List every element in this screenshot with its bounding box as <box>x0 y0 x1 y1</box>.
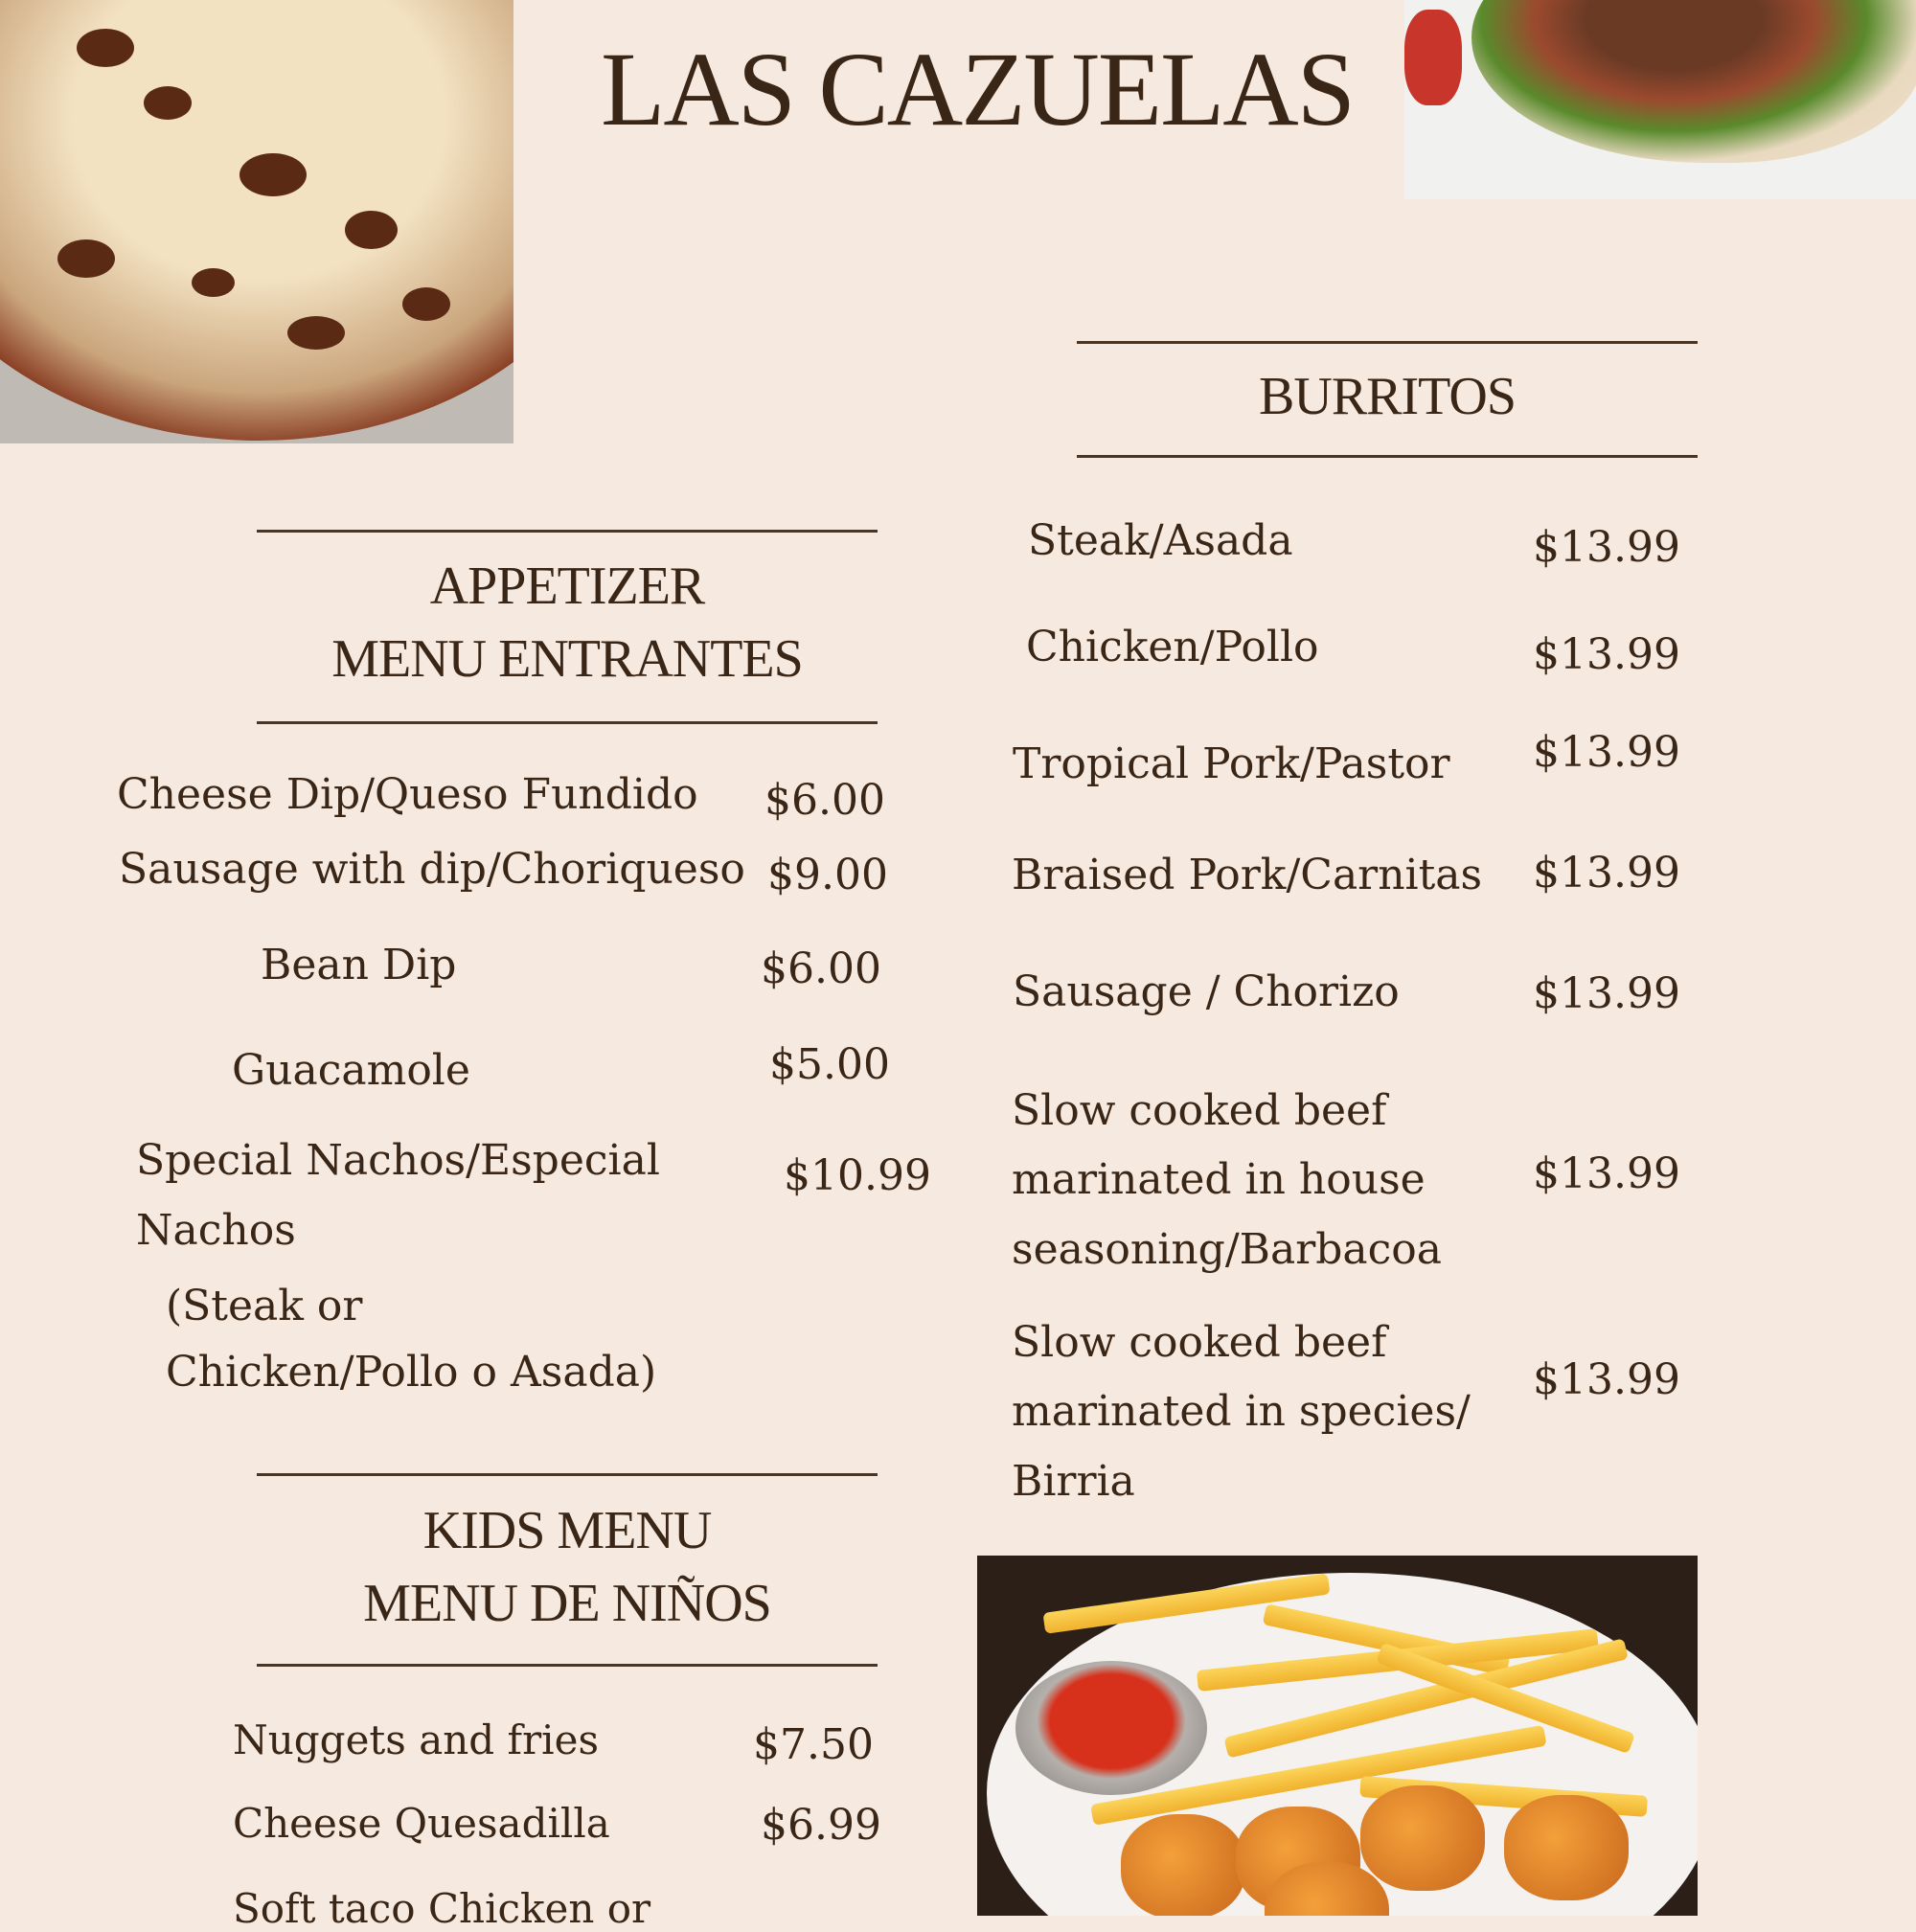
kids-rule-bottom <box>257 1664 878 1667</box>
burrito-item-name: Tropical Pork/Pastor <box>1013 739 1450 788</box>
burrito-item-price: $13.99 <box>1533 630 1680 679</box>
burrito-item-price: $13.99 <box>1533 969 1680 1018</box>
appetizer-item-name: Guacamole <box>232 1046 470 1095</box>
appetizer-item-note-line1: (Steak or <box>166 1282 363 1330</box>
restaurant-title: LAS CAZUELAS <box>601 31 1354 148</box>
burritos-heading: BURRITOS <box>1259 367 1516 426</box>
burrito-item-name: Braised Pork/Carnitas <box>1012 851 1483 899</box>
kids-item-name: Nuggets and fries <box>233 1716 599 1763</box>
appetizer-item-name: Cheese Dip/Queso Fundido <box>117 770 698 819</box>
cheese-dip-photo <box>0 0 513 443</box>
burrito-photo <box>1404 0 1916 199</box>
burritos-rule-bottom <box>1077 455 1698 458</box>
appetizer-item-name-line1: Special Nachos/Especial <box>136 1136 660 1185</box>
kids-rule-top <box>257 1473 878 1476</box>
appetizer-item-price: $10.99 <box>784 1151 931 1200</box>
appetizer-heading-line1: APPETIZER <box>429 557 705 616</box>
burrito-item-price: $13.99 <box>1533 1149 1680 1198</box>
kids-item-name: Soft taco Chicken or <box>233 1885 651 1932</box>
appetizer-item-note-line2: Chicken/Pollo o Asada) <box>166 1348 657 1397</box>
burrito-item-name: Steak/Asada <box>1028 516 1293 565</box>
burrito-item-price: $13.99 <box>1533 849 1680 898</box>
burrito-item-name-line1: Slow cooked beef <box>1012 1086 1387 1135</box>
appetizer-item-price: $6.00 <box>764 776 885 825</box>
burrito-item-name: Sausage / Chorizo <box>1013 967 1400 1016</box>
appetizer-item-name: Sausage with dip/Choriqueso <box>119 845 745 894</box>
appetizer-rule-bottom <box>257 721 878 724</box>
kids-item-price: $6.99 <box>761 1801 881 1850</box>
burrito-item-price: $13.99 <box>1533 728 1680 777</box>
appetizer-rule-top <box>257 530 878 533</box>
burrito-item-name-line1: Slow cooked beef <box>1012 1318 1387 1367</box>
appetizer-item-price: $9.00 <box>767 851 888 899</box>
appetizer-item-name-line2: Nachos <box>136 1206 296 1255</box>
kids-heading-line2: MENU DE NIÑOS <box>363 1574 771 1633</box>
burrito-item-name: Chicken/Pollo <box>1026 623 1319 671</box>
burrito-item-name-line3: Birria <box>1012 1457 1135 1506</box>
appetizer-item-price: $5.00 <box>769 1040 890 1089</box>
kids-heading-line1: KIDS MENU <box>422 1501 712 1560</box>
kids-item-price: $7.50 <box>753 1720 874 1769</box>
burrito-item-price: $13.99 <box>1533 523 1680 572</box>
nuggets-fries-photo <box>977 1556 1698 1916</box>
appetizer-item-name: Bean Dip <box>261 941 457 989</box>
appetizer-item-price: $6.00 <box>761 944 881 993</box>
kids-item-name: Cheese Quesadilla <box>233 1800 610 1847</box>
burrito-item-name-line3: seasoning/Barbacoa <box>1012 1225 1443 1274</box>
burrito-item-name-line2: marinated in species/ <box>1012 1387 1471 1436</box>
appetizer-heading-line2: MENU ENTRANTES <box>331 629 803 689</box>
burrito-item-name-line2: marinated in house <box>1012 1155 1426 1204</box>
burritos-rule-top <box>1077 341 1698 344</box>
burrito-item-price: $13.99 <box>1533 1355 1680 1404</box>
